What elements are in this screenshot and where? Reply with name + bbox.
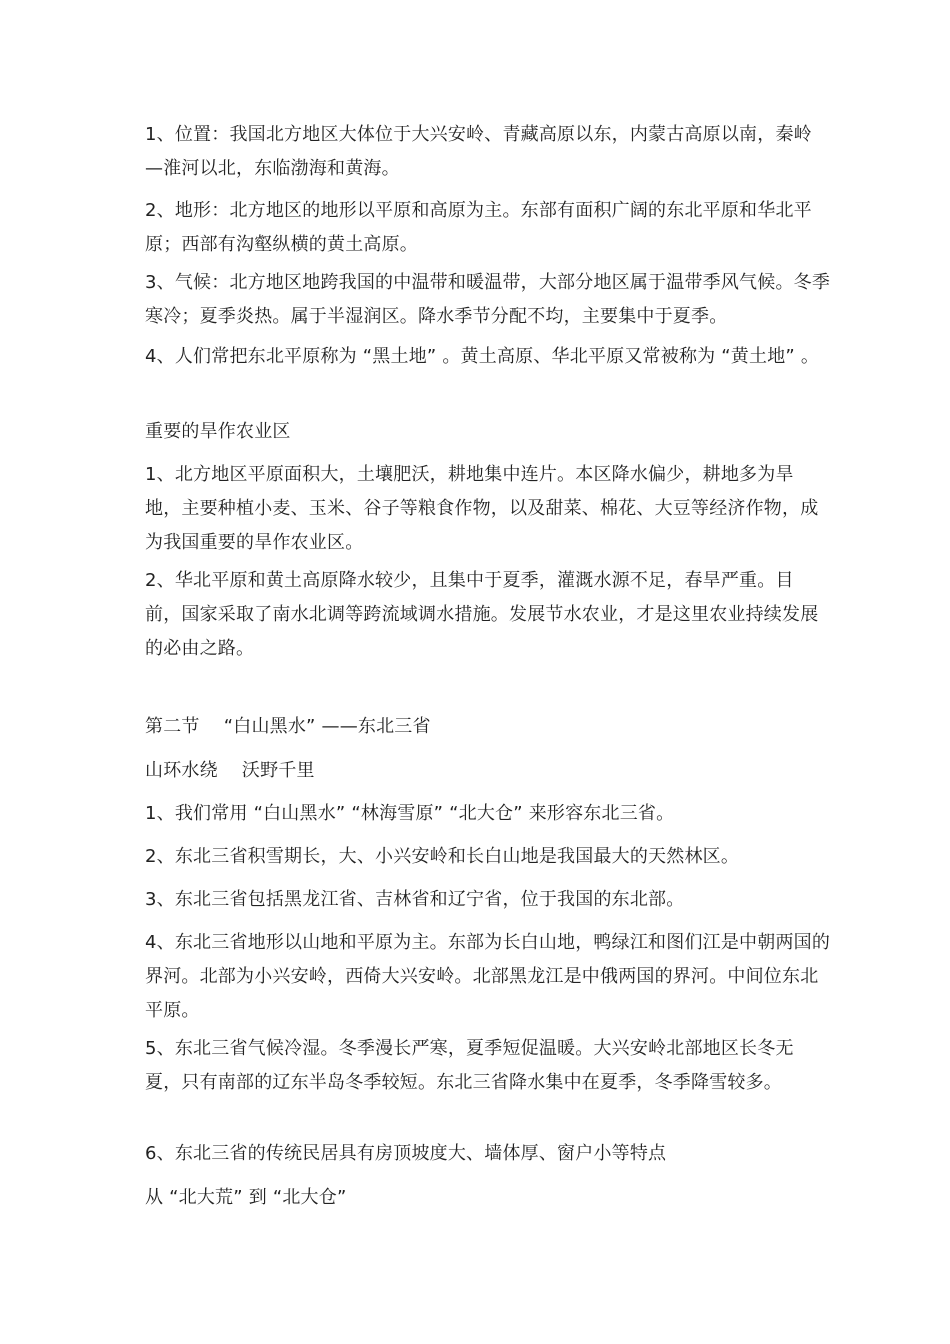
paragraph-terrain: 2、地形：北方地区的地形以平原和高原为主。东部有面积广阔的东北平原和华北平原；西部有沟壑纵横的黄土高原。 — [145, 200, 812, 255]
paragraph-northeast-6: 6、东北三省的传统民居具有房顶坡度大、墙体厚、窗户小等特点 — [145, 1143, 667, 1164]
paragraph-northeast-4: 4、东北三省地形以山地和平原为主。东部为长白山地，鸭绿江和图们江是中朝两国的界河。北部为小兴安岭，西倚大兴安岭。北部黑龙江是中俄两国的界河。中间位东北平原。 — [145, 932, 831, 1021]
paragraph-northeast-1: 1、我们常用 “白山黑水” “林海雪原” “北大仓” 来形容东北三省。 — [145, 803, 675, 824]
paragraph-dry-farming-2: 2、华北平原和黄土高原降水较少，且集中于夏季，灌溉水源不足，春旱严重。目前，国家采取了南水北调等跨流域调水措施。发展节水农业，才是这里农业持续发展的必由之路。 — [145, 570, 819, 659]
paragraph-northeast-5: 5、东北三省气候冷湿。冬季漫长严寒，夏季短促温暖。大兴安岭北部地区长冬无夏，只有南部的辽东半岛冬季较短。东北三省降水集中在夏季，冬季降雪较多。 — [145, 1038, 794, 1093]
paragraph-black-yellow-land: 4、人们常把东北平原称为 “黑土地” 。黄土高原、华北平原又常被称为 “黄土地” 。 — [145, 346, 820, 367]
paragraph-northeast-3: 3、东北三省包括黑龙江省、吉林省和辽宁省，位于我国的东北部。 — [145, 889, 685, 910]
paragraph-dry-farming-1: 1、北方地区平原面积大，土壤肥沃，耕地集中连片。本区降水偏少，耕地多为旱地，主要种植小麦、玉米、谷子等粮食作物，以及甜菜、棉花、大豆等经济作物，成为我国重要的旱作农业区。 — [145, 464, 819, 553]
section-heading-dry-farming: 重要的旱作农业区 — [145, 421, 291, 442]
chapter-title-northeast: 第二节 “白山黑水” ——东北三省 — [145, 716, 431, 737]
paragraph-northeast-2: 2、东北三省积雪期长，大、小兴安岭和长白山地是我国最大的天然林区。 — [145, 846, 740, 867]
section-heading-beidahuang: 从 “北大荒” 到 “北大仓” — [145, 1187, 347, 1208]
section-heading-mountains-rivers: 山环水绕 沃野千里 — [145, 760, 315, 781]
paragraph-climate: 3、气候：北方地区地跨我国的中温带和暖温带，大部分地区属于温带季风气候。冬季寒冷；夏季炎热。属于半湿润区。降水季节分配不均，主要集中于夏季。 — [145, 272, 831, 327]
paragraph-location: 1、位置：我国北方地区大体位于大兴安岭、青藏高原以东，内蒙古高原以南，秦岭—淮河以北，东临渤海和黄海。 — [145, 124, 812, 179]
